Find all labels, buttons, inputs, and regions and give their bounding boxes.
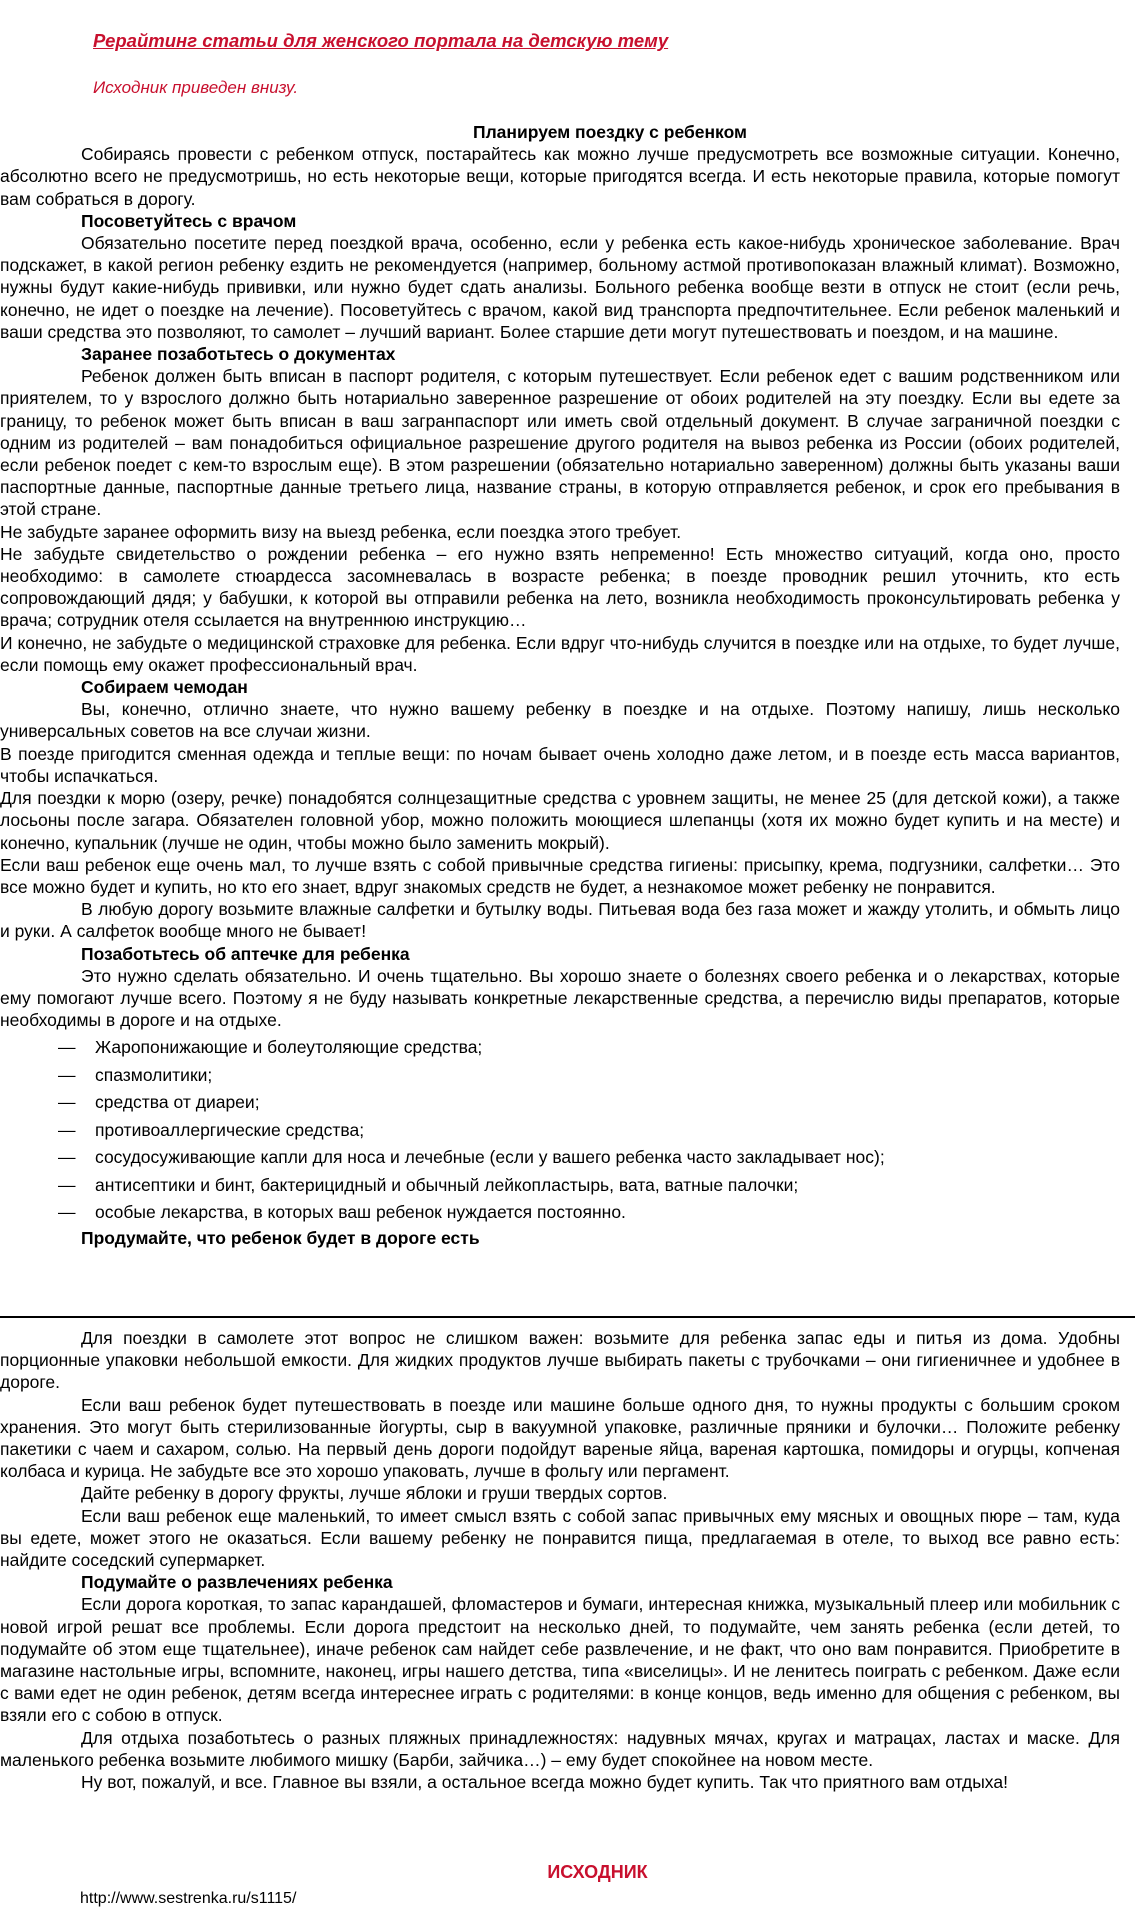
paragraph: Ну вот, пожалуй, и все. Главное вы взяли, а остальное всегда можно будет купить. Так что приятного вам отдыха! <box>81 1772 1008 1793</box>
dash-bullet: — <box>58 1092 76 1113</box>
section-heading-food: Продумайте, что ребенок будет в дороге есть <box>81 1227 480 1248</box>
paragraph: Вы, конечно, отлично знаете, что нужно вашему ребенку в поездке и на отдыхе. Поэтому напишу, лишь несколько универсальных советов на все случаи жизни. <box>0 699 1120 742</box>
article-body-part2 <box>0 1327 1120 1793</box>
paragraph: Если ваш ребенок будет путешествовать в поезде или машине больше одного дня, то нужны продукты с большим сроком хранения. Это могут быть стерилизованные йогурты, сыр в вакуумной упаковке, различные пряники и булочки… Положите ребенку пакетики с чаем и сахаром, солью. На первый день дороги подойдут вареные яйца, вареная картошка, помидоры и огурцы, копченая колбаса и курица. Не забудьте все это хорошо упаковать, лучше в фольгу или пергамент. <box>0 1394 1120 1482</box>
list-item: — антисептики и бинт, бактерицидный и обычный лейкопластырь, вата, ватные палочки; <box>0 1172 1120 1200</box>
paragraph: Это нужно сделать обязательно. И очень тщательно. Вы хорошо знаете о болезнях своего ребенка и о лекарствах, которые ему помогают лучше всего. Поэтому я не буду называть конкретные лекарственные средства, а перечислю виды препаратов, которые необходимы в дороге и на отдыхе. <box>0 965 1120 1031</box>
list-item: — Жаропонижающие и болеутоляющие средства; <box>0 1034 1120 1062</box>
paragraph: И конечно, не забудьте о медицинской страховке для ребенка. Если вдруг что-нибудь случится в поездке или на отдыхе, то будет лучше, если помощь ему окажет профессиональный врач. <box>0 632 1120 675</box>
article-intro: Собираясь провести с ребенком отпуск, постарайтесь как можно лучше предусмотреть все возможные ситуации. Конечно, абсолютно всего не предусмотришь, но есть некоторые вещи, которые пригодятся всегда. И есть некоторые правила, которые помогут вам собраться в дорогу. <box>0 144 1120 209</box>
article-body-part1 <box>0 121 1120 1249</box>
section-heading-documents: Заранее позаботьтесь о документах <box>81 344 396 365</box>
paragraph: Если ваш ребенок еще очень мал, то лучше взять с собой привычные средства гигиены: присыпку, крема, подгузники, салфетки… Это все можно будет и купить, но кто его знает, вдруг знакомых средств не будет, а незнакомое может ребенку не понравится. <box>0 854 1120 897</box>
paragraph: Если дорога короткая, то запас карандашей, фломастеров и бумаги, интересная книжка, музыкальный плеер или мобильник с новой игрой решат все проблемы. Если дорога предстоит на несколько дней, то подумайте, чем занять ребенка (если детей, то подумайте об этом еще тщательнее), иначе ребенок сам найдет себе развлечение, и не факт, что оно вам понравится. Приобретите в магазине настольные игры, вспомните, наконец, игры нашего детства, типа «виселицы». И не ленитесь поиграть с ребенком. Даже если с вами едет не один ребенок, детям всегда интереснее играть с родителями: в конце концов, ведь именно для общения с ребенком, вы взяли его с собою в отпуск. <box>0 1594 1120 1726</box>
list-item: — противоаллергические средства; <box>0 1117 1120 1145</box>
dash-bullet: — <box>58 1202 76 1223</box>
article-title: Планируем поездку с ребенком <box>472 122 747 142</box>
dash-bullet: — <box>58 1147 76 1168</box>
list-item: — сосудосуживающие капли для носа и лечебные (если у вашего ребенка часто закладывает нос); <box>0 1144 1120 1172</box>
paragraph: В любую дорогу возьмите влажные салфетки и бутылку воды. Питьевая вода без газа может и жажду утолить, и обмыть лицо и руки. А салфеток вообще много не бывает! <box>0 899 1120 942</box>
list-item: — особые лекарства, в которых ваш ребенок нуждается постоянно. <box>0 1199 1120 1227</box>
dash-bullet: — <box>58 1064 76 1085</box>
paragraph: Если ваш ребенок еще маленький, то имеет смысл взять с собой запас привычных ему мясных и овощных пюре – там, куда вы едете, может этого не оказаться. Если вашему ребенку не понравится пища, предлагаемая в отеле, то выход все равно есть: найдите соседский супермаркет. <box>0 1505 1120 1571</box>
paragraph: Для поездки к морю (озеру, речке) понадобятся солнцезащитные средства с уровнем защиты, не менее 25 (для детской кожи), а также лосьоны после загара. Обязателен головной убор, можно положить моющиеся шлепанцы (хотя их можно будет купить и на месте) и конечно, купальник (лучше не один, чтобы можно было заменить мокрый). <box>0 788 1120 853</box>
paragraph: Не забудьте свидетельство о рождении ребенка – его нужно взять непременно! Есть множество ситуаций, когда оно, просто необходимо: в самолете стюардесса засомневалась в возрасте ребенка; в поезде проводник решил уточнить, кто есть сопровождающий дядя; у бабушки, к которой вы отправили ребенка на лето, возникла необходимость проконсультировать ребенка у врача; сотрудник отеля ссылается на внутреннюю инструкцию… <box>0 543 1120 631</box>
source-url: http://www.sestrenka.ru/s1115/ <box>80 1890 297 1907</box>
source-note: Исходник приведен внизу. <box>93 78 299 97</box>
section-heading-entertainment: Подумайте о развлечениях ребенка <box>81 1572 393 1593</box>
paragraph: Для отдыха позаботьтесь о разных пляжных принадлежностях: надувных мячах, кругах и матрацах, ластах и маске. Для маленького ребенка возьмите любимого мишку (Барби, зайчика…) – ему будет спокойнее на новом месте. <box>0 1727 1120 1770</box>
paragraph: В поезде пригодится сменная одежда и теплые вещи: по ночам бывает очень холодно даже летом, и в поезде есть масса вариантов, чтобы испачкаться. <box>0 743 1120 786</box>
section-heading-suitcase: Собираем чемодан <box>81 677 248 698</box>
medicine-list <box>0 1034 1120 1227</box>
paragraph: Дайте ребенку в дорогу фрукты, лучше яблоки и груши твердых сортов. <box>81 1483 668 1504</box>
paragraph: Ребенок должен быть вписан в паспорт родителя, с которым путешествует. Если ребенок едет с вашим родственником или приятелем, то у взрослого должно быть нотариально заверенное разрешение от обоих родителей на эту поездку. Если вы едете за границу, то ребенок может быть вписан в ваш загранпаспорт или иметь свой отдельный документ. В случае заграничной поездки с одним из родителей – вам понадобиться официальное разрешение другого родителя на вывоз ребенка из России (обоих родителей, если ребенок поедет с кем-то взрослым еще). В этом разрешении (обязательно нотариально заверенном) должны быть указаны ваши паспортные данные, паспортные данные третьего лица, название страны, в которую отправляется ребенок, и срок его пребывания в этой стране. <box>0 366 1120 520</box>
list-item: — средства от диареи; <box>0 1089 1120 1117</box>
page-break-divider <box>0 1316 1135 1318</box>
dash-bullet: — <box>58 1119 76 1140</box>
dash-bullet: — <box>58 1174 76 1195</box>
list-item: — спазмолитики; <box>0 1062 1120 1090</box>
source-heading: ИСХОДНИК <box>547 1862 648 1882</box>
paragraph: Обязательно посетите перед поездкой врача, особенно, если у ребенка есть какое-нибудь хроническое заболевание. Врач подскажет, в какой регион ребенку ездить не рекомендуется (например, больному астмой противопоказан влажный климат). Возможно, нужны будут какие-нибудь прививки, или нужно будет сдать анализы. Больного ребенка вообще везти в отпуск не стоит (если речь, конечно, не идет о поездке на лечение). Посоветуйтесь с врачом, какой вид транспорта предпочтительнее. Если ребенок маленький и ваши средства это позволяют, то самолет – лучший вариант. Более старшие дети могут путешествовать и поездом, и на машине. <box>0 233 1120 342</box>
rewrite-title: Рерайтинг статьи для женского портала на детскую тему <box>93 30 669 51</box>
section-heading-first-aid: Позаботьтесь об аптечке для ребенка <box>81 943 410 964</box>
section-heading-doctor: Посоветуйтесь с врачом <box>81 210 297 231</box>
dash-bullet: — <box>58 1037 76 1058</box>
paragraph: Для поездки в самолете этот вопрос не слишком важен: возьмите для ребенка запас еды и питья из дома. Удобны порционные упаковки небольшой емкости. Для жидких продуктов лучше выбирать пакеты с трубочками – они гигиеничнее и удобнее в дороге. <box>0 1328 1120 1393</box>
paragraph: Не забудьте заранее оформить визу на выезд ребенка, если поездка этого требует. <box>0 521 682 542</box>
